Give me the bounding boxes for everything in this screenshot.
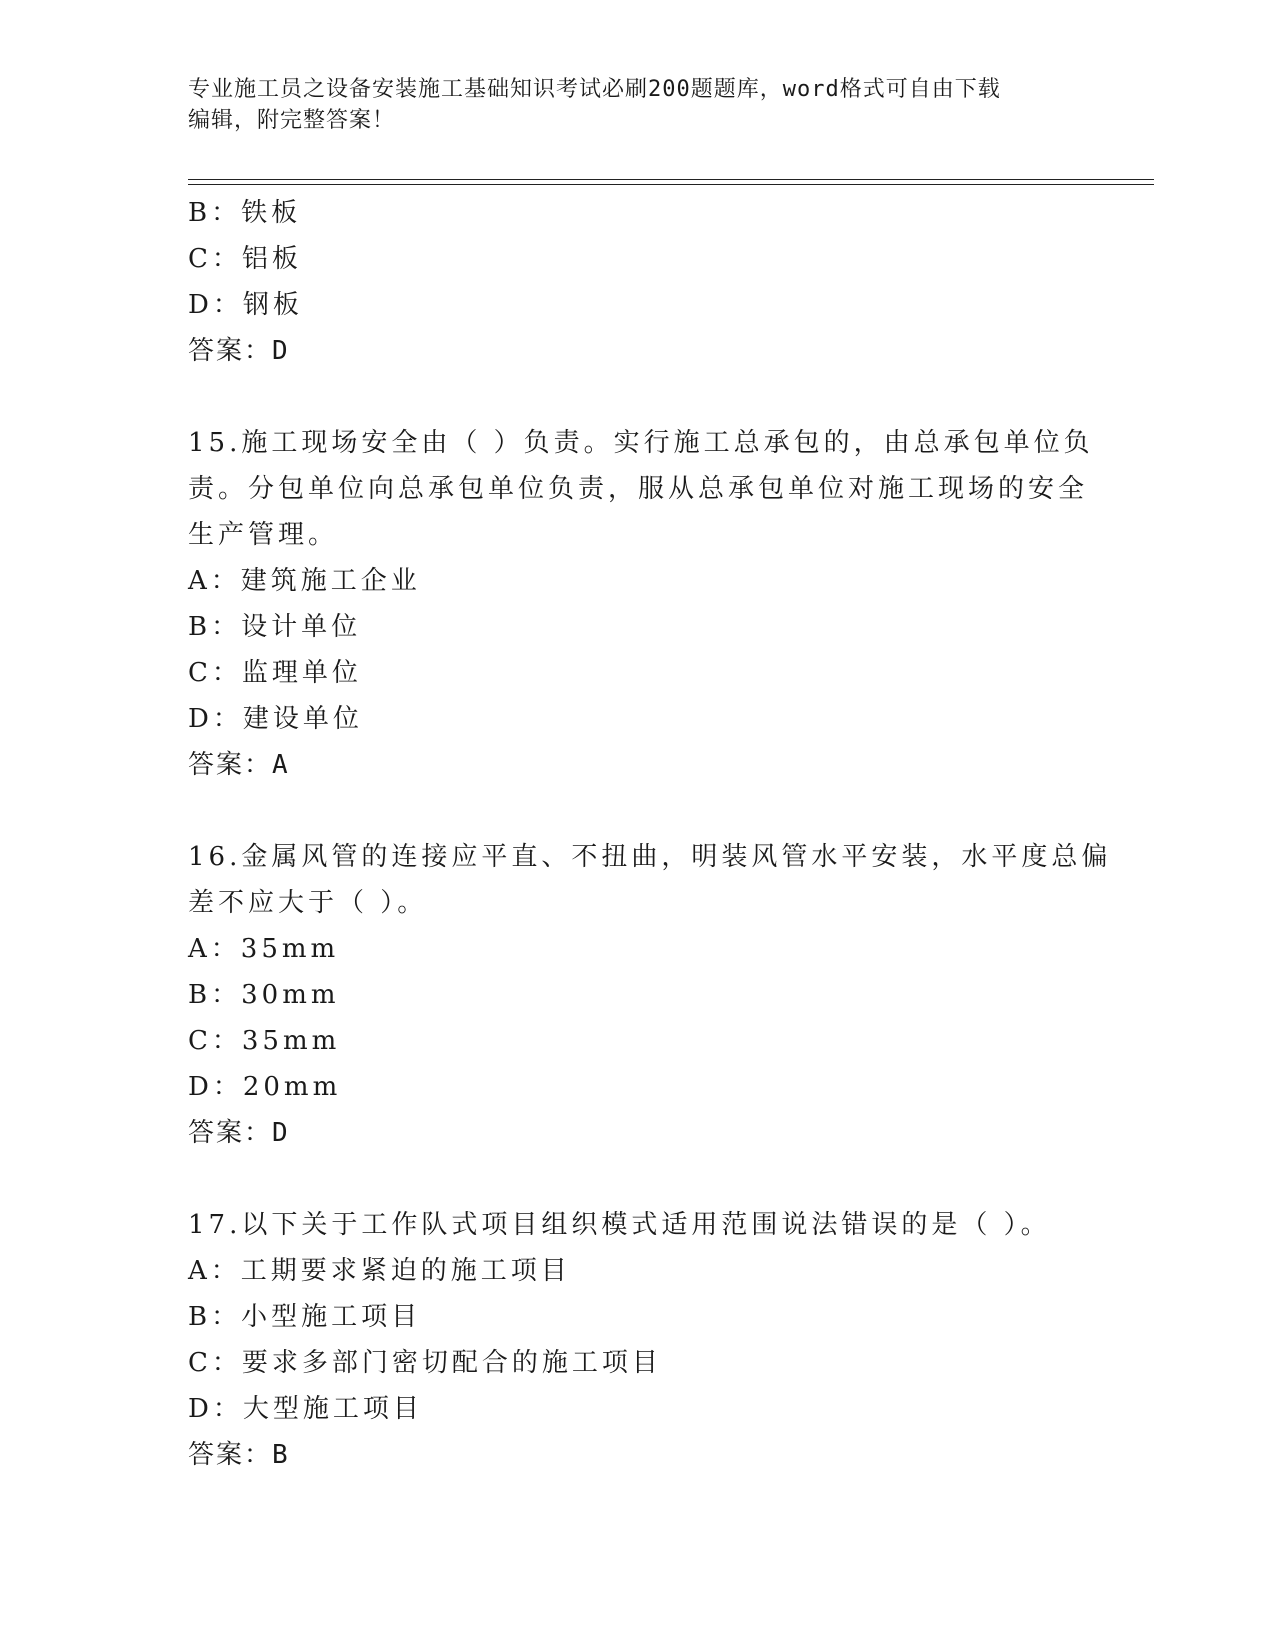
option-c: C：监理单位: [188, 658, 362, 688]
option-a: A：建筑施工企业: [188, 566, 421, 596]
question-block-14: [188, 190, 1088, 374]
option-d: D：建设单位: [188, 704, 363, 734]
option-a: A：工期要求紧迫的施工项目: [188, 1256, 571, 1286]
option-b: B：30mm: [188, 980, 340, 1010]
option-c: C：要求多部门密切配合的施工项目: [188, 1348, 662, 1378]
document-header: [188, 74, 1088, 136]
option-d: D：20mm: [188, 1072, 342, 1102]
header-rule-bottom: [188, 184, 1154, 185]
question-text-line: 17.以下关于工作队式项目组织模式适用范围说法错误的是（ ）。: [188, 1210, 1051, 1240]
answer-line: 答案：A: [188, 750, 290, 780]
spacer: [188, 1156, 1088, 1202]
question-text-line: 15.施工现场安全由（ ）负责。实行施工总承包的，由总承包单位负: [188, 428, 1094, 458]
option-b: B：铁板: [188, 198, 302, 228]
question-list: [188, 190, 1112, 1478]
answer-line: 答案：D: [188, 336, 290, 366]
spacer: [188, 788, 1088, 834]
option-d: D：钢板: [188, 290, 303, 320]
option-c: C：35mm: [188, 1026, 341, 1056]
question-text-line: 生产管理。: [188, 520, 339, 550]
option-b: B：设计单位: [188, 612, 362, 642]
answer-line: 答案：B: [188, 1440, 290, 1470]
question-text-line: 差不应大于（ ）。: [188, 888, 428, 918]
option-b: B：小型施工项目: [188, 1302, 422, 1332]
header-rule-top: [188, 179, 1154, 180]
header-line-2: 编辑，附完整答案！: [188, 108, 396, 133]
option-d: D：大型施工项目: [188, 1394, 423, 1424]
header-line-1: 专业施工员之设备安装施工基础知识考试必刷200题题库，word格式可自由下载: [188, 77, 1001, 102]
option-c: C：铝板: [188, 244, 302, 274]
question-text-line: 16.金属风管的连接应平直、不扭曲，明装风管水平安装，水平度总偏: [188, 842, 1112, 872]
question-text-line: 责。分包单位向总承包单位负责，服从总承包单位对施工现场的安全: [188, 474, 1089, 504]
option-a: A：35mm: [188, 934, 340, 964]
question-block-17: [188, 1202, 1088, 1478]
answer-line: 答案：D: [188, 1118, 290, 1148]
question-block-16: [188, 834, 1112, 1156]
question-block-15: [188, 420, 1094, 788]
spacer: [188, 374, 1088, 420]
